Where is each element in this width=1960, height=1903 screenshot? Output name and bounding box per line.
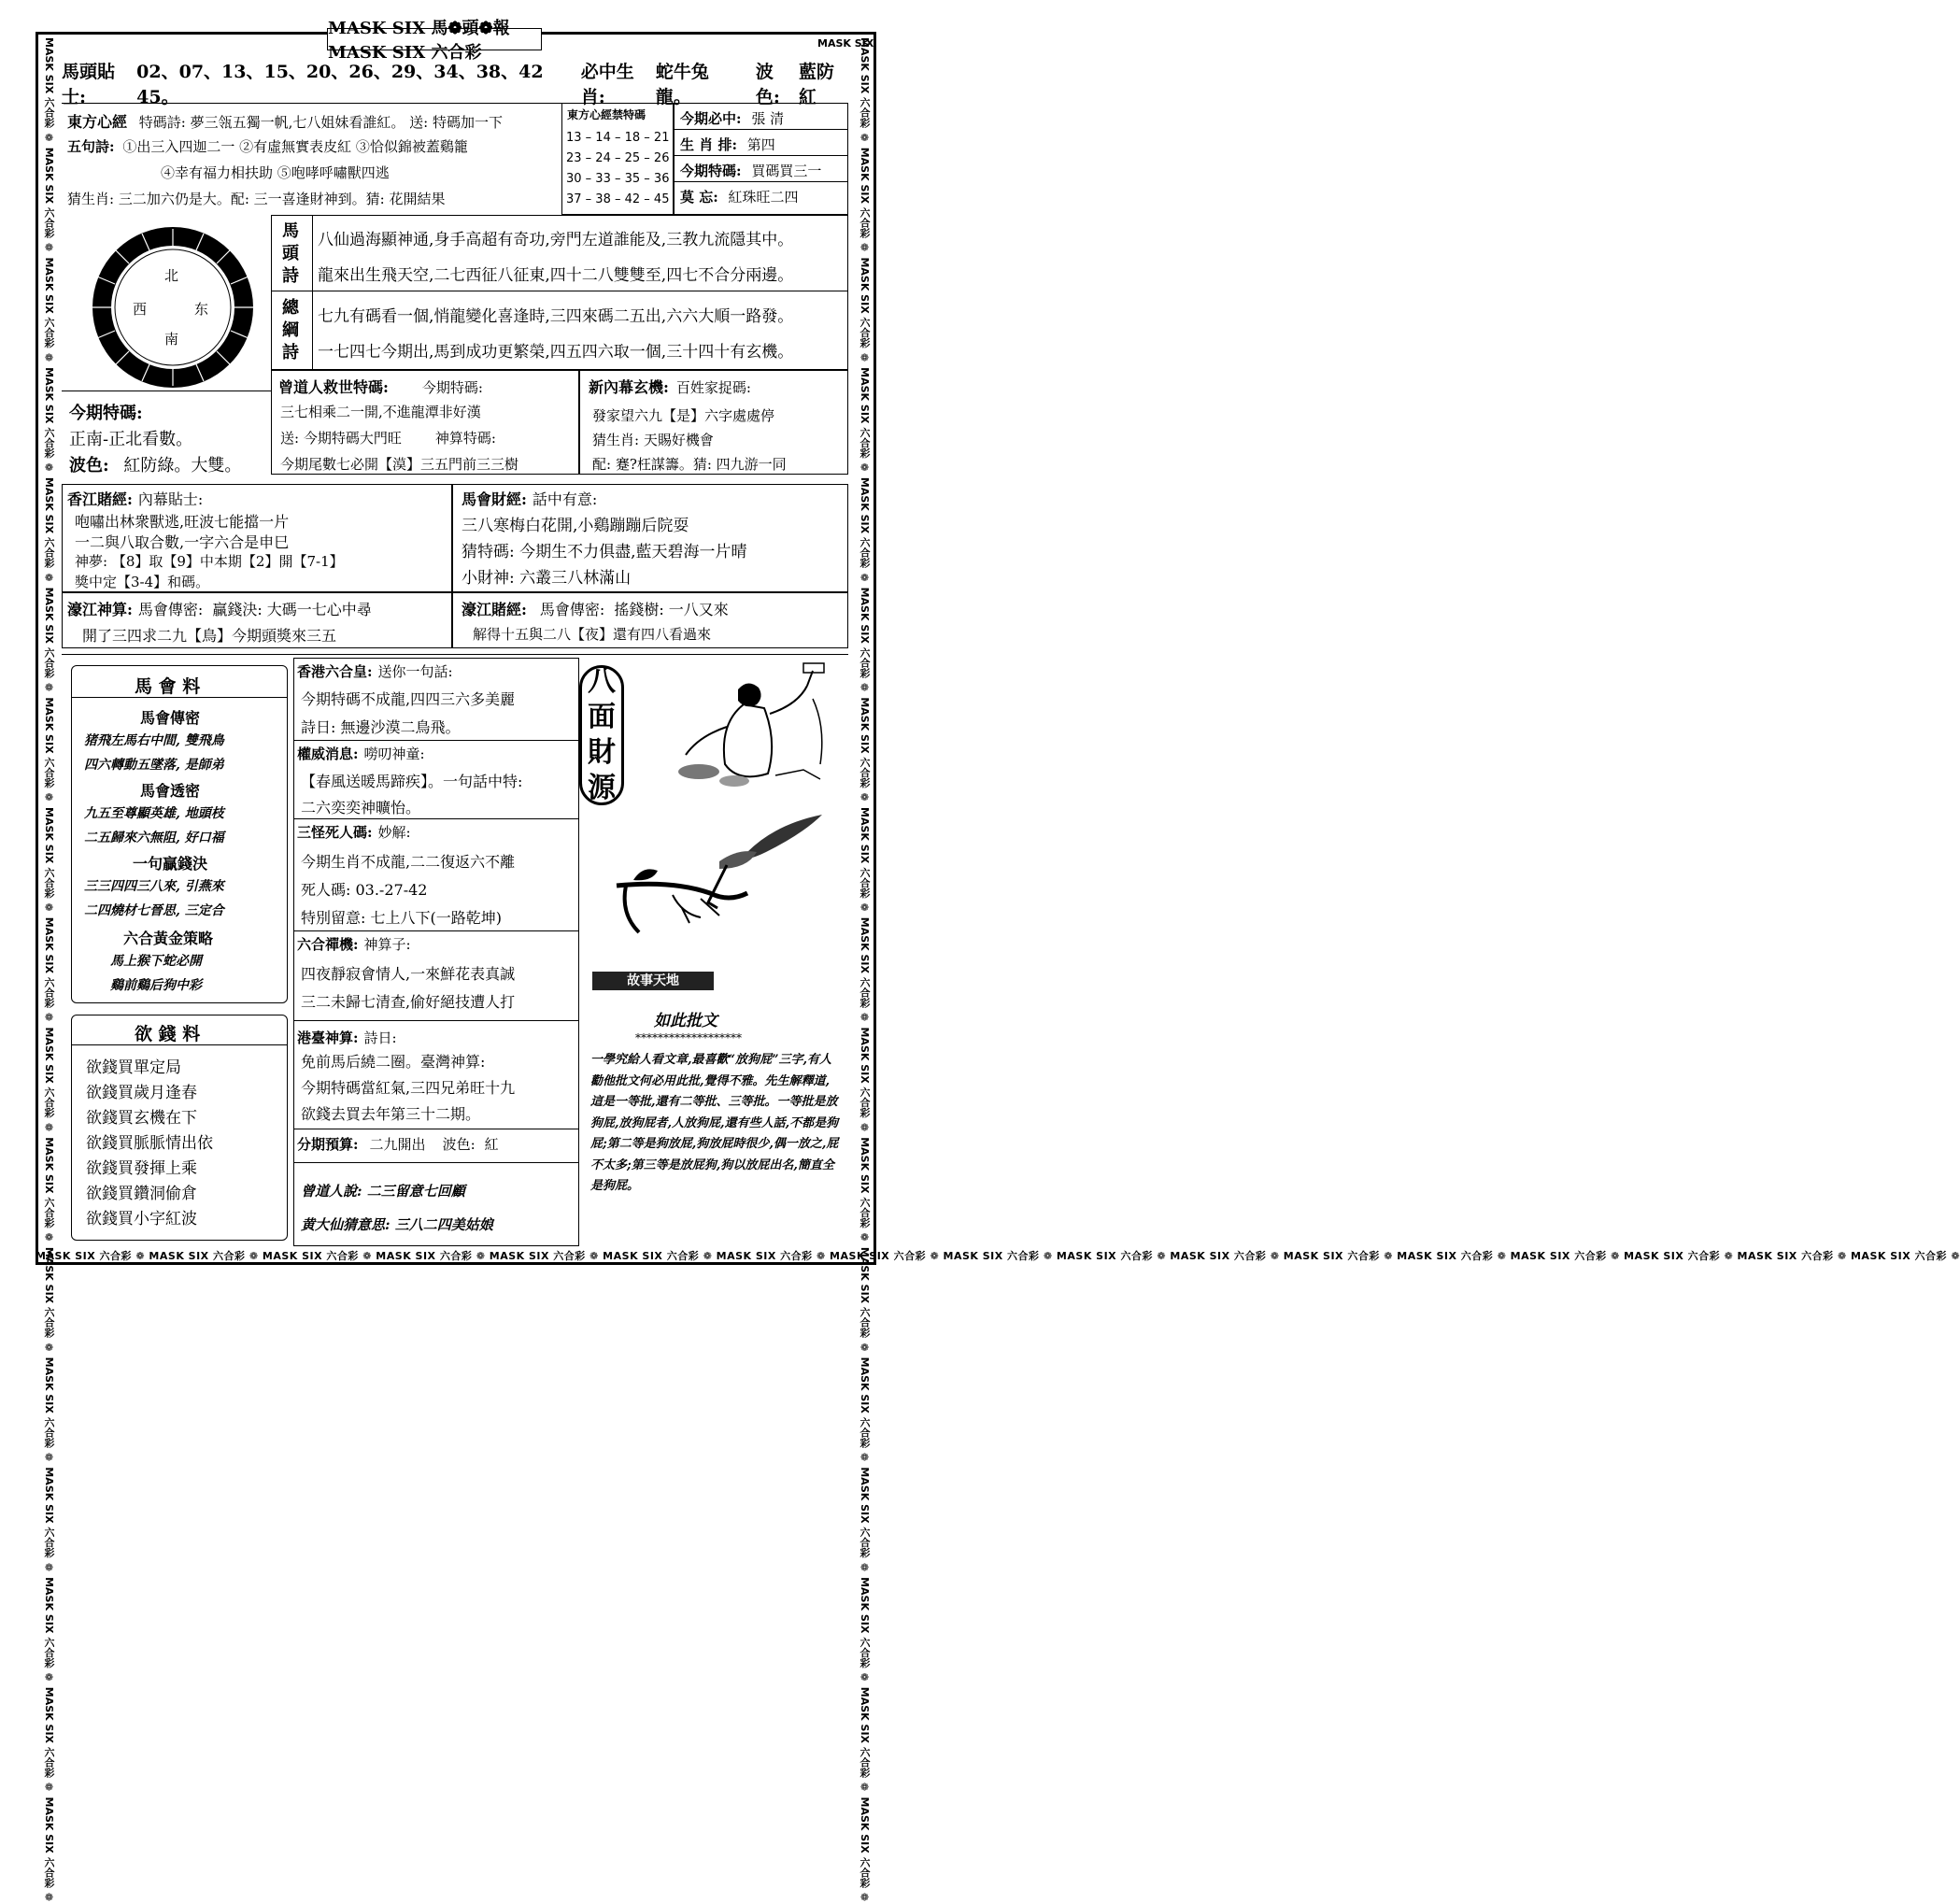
hm-section-3-line-1: 三三四四三八來, 引燕來 (84, 879, 224, 894)
hm-section-head-2: 馬會透密 (140, 782, 201, 800)
haojiang-gamble-title: 濠江賭經: (462, 601, 527, 618)
haojiang-calc-line-2: 開了三四求二九【鳥】今期頭獎來三五 (82, 627, 337, 645)
horse-wealth-line-1: 三八寒梅白花開,小鷄蹦蹦后院耍 (462, 517, 689, 535)
hk-gamble-sub: 內幕貼士: (137, 490, 204, 508)
center-1-line-1: 今期特碼不成龍,四四三六多美麗 (301, 690, 516, 708)
story-stars: ******************* (635, 1031, 742, 1044)
eight-sides-wealth-stamp: 八 面 財 源 (579, 665, 624, 805)
scholar-illustration (673, 661, 850, 802)
story-body: 一學究給人看文章,最喜歡“放狗屁”三字,有人勸他批文何必用此批,覺得不雅。先生解釋道,這是一等批,還有二等批、三等批。一等批是放狗屁,放狗屁者,人放狗屁,還有些人話,不都是狗屁;第二等是狗放屁,狗放屁時很少,偶一放之,屁不太多;第三等是放屁狗,狗以放屁出名,簡直全是狗屁。 (590, 1053, 839, 1193)
right-info-row-2: 生 肖 排: 第四 (680, 136, 775, 153)
money-line-1: 欲錢買單定局 (86, 1058, 181, 1077)
story-corner-tag: 故事天地 (592, 972, 714, 990)
wave-value: 藍防紅 (799, 62, 835, 107)
zeng-line-2b: 神算特碼: (434, 430, 496, 447)
tips-label: 馬頭貼士: (62, 62, 116, 107)
hk-gamble-title: 香江賭經: (67, 490, 133, 508)
story-headline: 如此批文 (654, 1012, 717, 1030)
center-1-sub: 送你一句話: (377, 663, 453, 680)
tips-numbers: 02、07、13、15、20、26、29、34、38、42 45。 (136, 62, 544, 107)
haojiang-gamble-line-2: 解得十五與二八【夜】還有四八看過來 (473, 626, 712, 643)
hm-section-head-3: 一句贏錢決 (133, 855, 208, 873)
center-4-title: 六合禪機: (297, 936, 359, 953)
hk-gamble-line-3: 神夢: 【8】取【9】中本期【2】開【7-1】 (75, 553, 344, 570)
hm-section-head-4: 六合黃金策略 (123, 930, 214, 947)
general-poem-line-2: 一七四七今期出,馬到成功更繁榮,四五四六取一個,三十四十有玄機。 (318, 343, 794, 362)
haojiang-calc-win: 贏錢決: 大碼一七心中尋 (212, 601, 372, 618)
forbidden-row-3: 30 – 33 – 35 – 36 (566, 172, 670, 186)
haojiang-gamble-tree: 搖錢樹: 一八又來 (614, 601, 729, 618)
money-line-2: 欲錢買歲月逢春 (86, 1084, 197, 1102)
money-line-6: 欲錢買鑽洞偷倉 (86, 1185, 197, 1203)
forbidden-title: 東方心經禁特碼 (567, 108, 646, 121)
center-5-sub: 詩日: (363, 1030, 397, 1046)
neimu-line-2: 猜生肖: 天賜好機會 (592, 432, 714, 448)
center-5-title: 港臺神算: (297, 1030, 359, 1046)
haojiang-calc-sub: 馬會傳密: (137, 601, 204, 618)
zodiac-label: 必中生肖: (580, 62, 634, 107)
horse-poem-line-1: 八仙過海顯神通,身手高超有奇功,旁門左道誰能及,三教九流隱其中。 (318, 231, 794, 249)
neimu-line-3: 配: 蹇?枉謀籌。猜: 四九游一同 (592, 456, 787, 473)
general-poem-line-1: 七九有碼看一個,悄龍變化喜逢時,三四來碼二五出,六六大順一路發。 (318, 307, 794, 326)
period-row: 分期預算: 二九開出 波色: 紅 (297, 1136, 499, 1153)
neimu-title: 新內幕玄機: (589, 378, 669, 396)
hm-section-1-line-1: 猪飛左馬右中間, 雙飛鳥 (84, 733, 224, 748)
compass-east: 东 (194, 301, 209, 318)
center-4-line-2: 三二未歸七清查,偷好絕技遭人打 (301, 993, 516, 1011)
eastern-guess-line: 猜生肖: 三二加六仍是大。配: 三一喜逢財神到。猜: 花開結果 (67, 191, 446, 207)
hm-section-4-line-2: 鷄前鷄后狗中彩 (110, 978, 202, 993)
center-5-line-1: 免前馬后繞二圈。臺灣神算: (301, 1053, 486, 1071)
center-3-line-2: 死人碼: 03.-27-42 (301, 881, 428, 899)
center-1-line-2: 詩日: 無邊沙漠二鳥飛。 (301, 718, 461, 736)
center-3-sub: 妙解: (377, 824, 411, 841)
zeng-sub: 今期特碼: (421, 379, 483, 396)
horse-wealth-line-3: 小財神: 六叢三八林滿山 (462, 569, 632, 588)
hk-gamble-line-1: 咆嘯出林衆獸逃,旺波七能擋一片 (75, 513, 290, 531)
special-wave: 波色: 紅防綠。大雙。 (69, 456, 242, 476)
zeng-title: 曾道人救世特碼: (278, 378, 389, 396)
compass-north: 北 (164, 267, 179, 284)
masthead-title: MASK SIX 馬❁頭❁報 MASK SIX 六合彩 (327, 28, 542, 50)
horse-material-title: 馬 會 料 (135, 676, 201, 697)
hm-section-2-line-2: 二五歸來六無阻, 好口福 (84, 831, 224, 845)
hm-section-head-1: 馬會傳密 (140, 709, 201, 727)
hm-section-2-line-1: 九五至尊顯英雄, 地頭枝 (84, 806, 224, 821)
forbidden-row-2: 23 – 24 – 25 – 26 (566, 151, 670, 165)
right-info-row-1: 今期必中: 張 清 (680, 110, 785, 127)
top-tips-row (62, 62, 846, 107)
forbidden-row-4: 37 – 38 – 42 – 45 (566, 192, 670, 206)
money-material-title: 欲 錢 料 (135, 1024, 201, 1044)
forbidden-row-1: 13 – 14 – 18 – 21 (566, 131, 670, 145)
haojiang-gamble-sub: 馬會傳密: (539, 601, 605, 618)
zeng-line-2a: 送: 今期特碼大門旺 (280, 430, 402, 447)
hm-section-1-line-2: 四六轉動五墜落, 是師弟 (84, 758, 224, 773)
horse-wealth-line-2: 猜特碼: 今期生不力俱盡,藍天碧海一片晴 (462, 543, 747, 561)
hm-section-4-line-1: 馬上猴下蛇必開 (110, 954, 202, 969)
special-line-1: 正南-正北看數。 (69, 430, 193, 449)
center-5-line-2: 今期特碼當紅氣,三四兄弟旺十九 (301, 1079, 516, 1097)
money-line-3: 欲錢買玄機在下 (86, 1109, 197, 1128)
neimu-line-1: 發家望六九【是】六字處處停 (592, 407, 775, 424)
haojiang-calc-title: 濠江神算: (67, 601, 133, 618)
bottom-line-2: 黄大仙猜意思: 三八二四美姑娘 (301, 1216, 493, 1233)
five-poem-line-1: ①出三入四迦二一 ②有虛無實表皮紅 ③恰似錦被蓋鷄籠 (122, 138, 468, 155)
center-2-title: 權威消息: (297, 746, 359, 762)
center-3-title: 三怪死人碼: (297, 824, 373, 841)
right-info-row-4: 莫 忘: 紅珠旺二四 (680, 189, 799, 206)
bottom-border-strip: MASK SIX 六合彩 ❁ MASK SIX 六合彩 ❁ MASK SIX 六合彩 ❁ MASK SIX 六合彩 ❁ MASK SIX 六合彩 ❁ MASK SIX 六合彩 ❁ MASK SIX 六合彩 ❁ MASK SIX 六合彩 ❁ MASK SIX 六合彩 ❁ MASK SIX 六合彩 ❁ MASK SIX 六合彩 ❁ MASK SIX 六合彩 ❁ MASK SIX 六合彩 ❁ MASK SIX 六合彩 ❁ MASK SIX 六合彩 ❁ MASK SIX 六合彩 ❁ MASK SIX 六合彩 ❁ (36, 1250, 1960, 1262)
center-3-line-3: 特別留意: 七上八下(一路乾坤) (301, 909, 502, 927)
eastern-label: 東方心經 (67, 113, 128, 131)
hm-section-3-line-2: 二四燒材七晉思, 三定合 (84, 903, 224, 918)
bottom-line-1: 曾道人說: 二三留意七回顧 (301, 1183, 465, 1200)
general-poem-label: 總 綱 詩 (282, 298, 299, 362)
wave-label: 波色: (755, 62, 780, 107)
center-4-sub: 神算子: (363, 936, 411, 953)
five-poem-line-2: ④幸有福力相扶助 ⑤咆哮呼嘯獸四逃 (161, 164, 390, 181)
center-5-line-3: 欲錢去買去年第三十二期。 (301, 1105, 481, 1123)
money-line-4: 欲錢買脈脈情出依 (86, 1134, 213, 1153)
bird-branch-illustration (617, 805, 831, 945)
center-2-line-2: 二六奕奕神曠怡。 (301, 799, 421, 817)
compass-west: 西 (133, 301, 148, 318)
five-poem-label: 五句詩: (67, 138, 115, 155)
horse-poem-line-2: 龍來出生飛天空,二七西征八征東,四十二八雙雙至,四七不合分兩邊。 (318, 266, 794, 285)
hk-gamble-line-4: 獎中定【3-4】和碼。 (75, 574, 210, 590)
money-line-7: 欲錢買小字紅波 (86, 1210, 197, 1228)
special-title: 今期特碼: (69, 404, 143, 423)
zodiac-value: 蛇牛兔龍。 (655, 62, 709, 107)
zeng-line-3: 今期尾數七必開【漠】三五門前三三樹 (280, 456, 519, 473)
horse-poem-label: 馬 頭 詩 (282, 221, 299, 286)
masthead-corner: MASK SIX (817, 37, 874, 50)
hk-gamble-line-2: 一二與八取合數,一字六合是申巳 (75, 533, 290, 551)
money-line-5: 欲錢買發揮上乘 (86, 1159, 197, 1178)
horse-wealth-sub: 話中有意: (532, 490, 598, 508)
eastern-poem-intro: 特碼詩: 夢三瓴五獨一帆,七八姐妹看誰紅。 送: 特碼加一下 (138, 114, 503, 131)
right-border-strip: MASK SIX 六合彩 ❁ MASK SIX 六合彩 ❁ MASK SIX 六合彩 ❁ MASK SIX 六合彩 ❁ MASK SIX 六合彩 ❁ MASK SIX 六合彩 ❁ MASK SIX 六合彩 ❁ MASK SIX 六合彩 ❁ MASK SIX 六合彩 ❁ MASK SIX 六合彩 ❁ MASK SIX 六合彩 ❁ MASK SIX 六合彩 ❁ MASK SIX 六合彩 ❁ MASK SIX 六合彩 ❁ MASK SIX 六合彩 ❁ MASK SIX 六合彩 ❁ MASK SIX 六合彩 ❁ (859, 37, 871, 1903)
compass-south: 南 (164, 331, 179, 348)
center-1-title: 香港六合皇: (297, 663, 373, 680)
center-2-line-1: 【春風送暖馬蹄疾】。一句話中特: (301, 773, 523, 790)
center-3-line-1: 今期生肖不成龍,二二復返六不離 (301, 853, 516, 871)
left-border-strip: MASK SIX 六合彩 ❁ MASK SIX 六合彩 ❁ MASK SIX 六合彩 ❁ MASK SIX 六合彩 ❁ MASK SIX 六合彩 ❁ MASK SIX 六合彩 ❁ MASK SIX 六合彩 ❁ MASK SIX 六合彩 ❁ MASK SIX 六合彩 ❁ MASK SIX 六合彩 ❁ MASK SIX 六合彩 ❁ MASK SIX 六合彩 ❁ MASK SIX 六合彩 ❁ MASK SIX 六合彩 ❁ MASK SIX 六合彩 ❁ MASK SIX 六合彩 ❁ MASK SIX 六合彩 ❁ (43, 37, 55, 1903)
compass-wheel (84, 224, 262, 391)
neimu-sub: 百姓家捉碼: (675, 379, 751, 396)
horse-wealth-title: 馬會財經: (462, 490, 527, 508)
center-2-sub: 嘮叨神童: (363, 746, 425, 762)
center-4-line-1: 四夜靜寂會情人,一來鮮花表真誠 (301, 965, 516, 983)
right-info-row-3: 今期特碼: 買碼買三一 (680, 163, 822, 179)
zeng-line-1: 三七相乘二一開,不進龍潭非好漢 (280, 404, 481, 420)
